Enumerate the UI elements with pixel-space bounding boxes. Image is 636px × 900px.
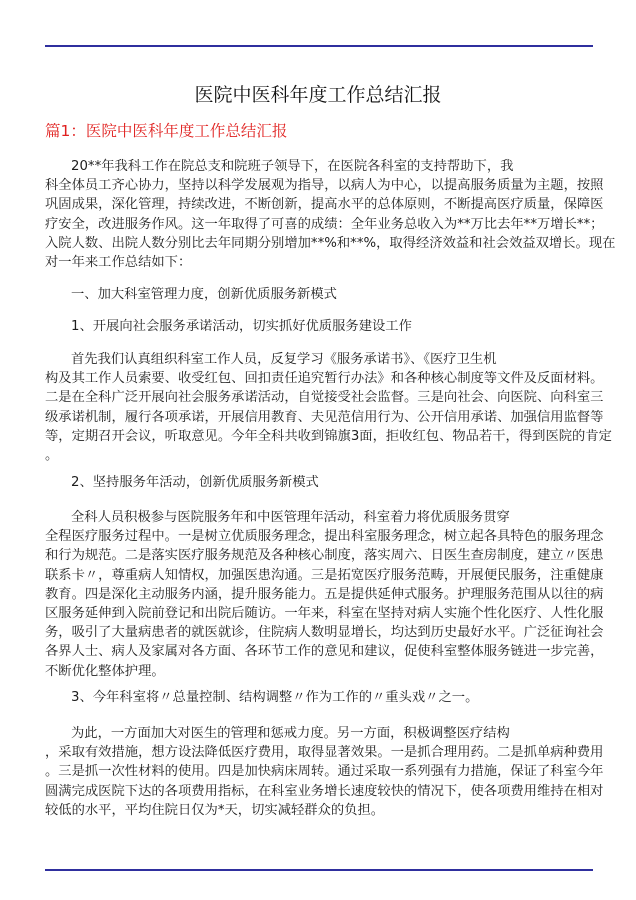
- paragraph-cost-control: [45, 724, 605, 820]
- text-line: 全程医疗服务过程中。一是树立优质服务理念，提出科室服务理念，树立起各具特色的服务理念: [45, 529, 604, 545]
- subsection-heading-2: [45, 473, 605, 492]
- text-line: 。: [45, 448, 59, 464]
- text-line: 疗安全，改进服务作风。这一年取得了可喜的成绩：全年业务总收入为**万比去年**万增长**；: [45, 216, 604, 232]
- text-line: 联系卡〃，尊重病人知情权，加强医患沟通。三是拓宽医疗服务范畴，开展便民服务，注重健康: [45, 567, 604, 583]
- paragraph-service-year: [45, 508, 605, 681]
- text-line: 和行为规范。二是落实医疗服务规范及各种核心制度，落实周六、日医生查房制度，建立〃医患: [45, 548, 604, 564]
- section-heading: 篇1：医院中医科年度工作总结汇报: [45, 122, 288, 140]
- subsection-heading-3: [45, 688, 605, 707]
- paragraph-service-commitment: [45, 350, 612, 465]
- text-line: 二是在全科广泛开展向社会服务承诺活动，自觉接受社会监督。三是向社会、向医院、向科室三: [45, 390, 604, 406]
- text-line: 首先我们认真组织科室工作人员，反复学习《服务承诺书》、《医疗卫生机: [71, 352, 497, 367]
- document-title: 医院中医科年度工作总结汇报: [194, 84, 442, 106]
- text-line: 圆满完成医院下达的各项费用指标，在科室业务增长速度较快的情况下，使各项费用维持在相对: [45, 783, 604, 799]
- text-line: 务，吸引了大量病患者的就医就诊，住院病人数明显增长，均达到历史最好水平。广泛征询社会: [45, 625, 604, 641]
- text-line: 20**年我科工作在院总支和院班子领导下，在医院各科室的支持帮助下，我: [71, 159, 514, 174]
- text-line: 巩固成果，深化管理，持续改进，不断创新，提高水平的总体原则，不断提高医疗质量，保障医: [45, 197, 604, 213]
- text-line: 全科人员积极参与医院服务年和中医管理年活动，科室着力将优质服务贯穿: [71, 510, 510, 525]
- text-line: 对一年来工作总结如下：: [45, 255, 192, 271]
- text-line: ，采取有效措施，想方设法降低医疗费用，取得显著效果。一是抓合理用药。二是抓单病种费用: [45, 745, 604, 761]
- text-line: 等，定期召开会议，听取意见。今年全科共收到锦旗3面，拒收红包、物品若干，得到医院的肯定: [45, 428, 612, 444]
- subsection-heading-1: [45, 317, 605, 336]
- text-line: 各界人士、病人及家属对各方面、各环节工作的意见和建议，促使科室整体服务链进一步完善，: [45, 644, 604, 660]
- text-line: 教育。四是深化主动服务内涵，提升服务能力。五是提供延伸式服务。护理服务范围从以往的病: [45, 586, 604, 602]
- paragraph-intro: [45, 157, 616, 272]
- text-line: 较低的水平，平均住院日仅为*天，切实减轻群众的负担。: [45, 802, 385, 818]
- text-line: 构及其工作人员索要、收受红包、回扣责任追究暂行办法》和各种核心制度等文件及反面材料。: [45, 371, 604, 387]
- text-line: 为此，一方面加大对医生的管理和惩戒力度。另一方面，积极调整医疗结构: [71, 726, 510, 741]
- footer-rule: [45, 869, 593, 871]
- text-line: 3、今年科室将〃总量控制、结构调整〃作为工作的〃重头戏〃之一。: [71, 690, 479, 705]
- text-line: 2、坚持服务年活动，创新优质服务新模式: [71, 475, 319, 490]
- text-line: 级承诺机制，履行各项承诺，开展信用教育、夫见范信用行为、公开信用承诺、加强信用监督等: [45, 409, 604, 425]
- header-rule: [45, 45, 593, 47]
- text-line: 入院人数、出院人数分别比去年同期分别增加**%和**%，取得经济效益和社会效益双增长。现在: [45, 235, 616, 251]
- text-line: 区服务延伸到入院前登记和出院后随访。一年来，科室在坚持对病人实施个性化医疗、人性化服: [45, 606, 604, 622]
- text-line: 科全体员工齐心协力，坚持以科学发展观为指导，以病人为中心，以提高服务质量为主题，按照: [45, 178, 604, 194]
- text-line: 不断优化整体护理。: [45, 663, 165, 679]
- text-line: 一、加大科室管理力度，创新优质服务新模式: [71, 287, 337, 302]
- section-heading-1: [45, 285, 605, 304]
- text-line: 。三是抓一次性材料的使用。四是加快病床周转。通过采取一系列强有力措施，保证了科室今年: [45, 764, 604, 780]
- text-line: 1、开展向社会服务承诺活动，切实抓好优质服务建设工作: [71, 319, 412, 334]
